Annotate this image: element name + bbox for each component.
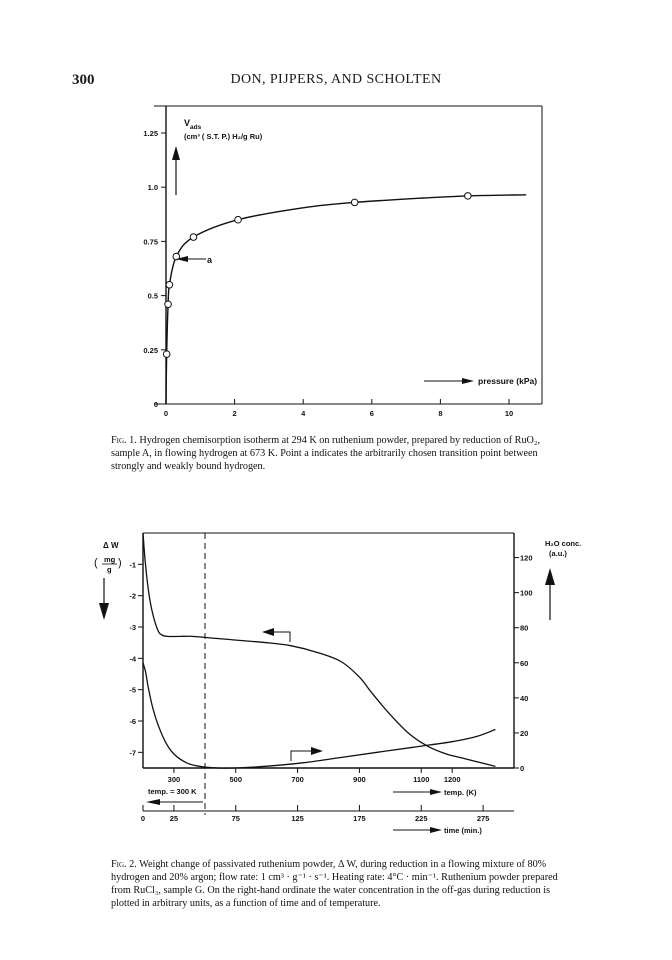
- fig1-x-label: pressure (kPa): [478, 376, 538, 386]
- fig2-left-tick-label: -3: [129, 623, 136, 632]
- fig2-time-tick-label: 75: [231, 814, 240, 823]
- fig2-temp-tick-label: 300: [167, 775, 181, 784]
- fig2-temp-note-arrow-icon: [146, 799, 160, 805]
- fig1-y-tick-label: 0.75: [143, 237, 158, 247]
- fig2-left-paren-close: ): [118, 557, 122, 569]
- fig1-y-units: (cm³ ( S.T. P.) H₂/g Ru): [184, 132, 263, 141]
- fig2-right-axis-label: H₂O conc.: [545, 539, 582, 548]
- fig2-right-tick-label: 20: [520, 728, 529, 738]
- fig2-temp-right-arrow-icon: [430, 789, 442, 795]
- fig2-curves: [143, 533, 495, 768]
- fig1-x-tick-label: 10: [504, 409, 514, 418]
- fig2-left-tick-label: -4: [129, 654, 136, 664]
- fig2-temp-tick-label: 500: [229, 775, 243, 784]
- fig2-right-tick-label: 100: [520, 588, 533, 598]
- fig2-right-tick-label: 40: [520, 693, 529, 703]
- fig1-caption-text: Hydrogen chemisorption isotherm at 294 K on ruthenium powder, prepared by reduction of RuO₂, sample A, in flowing hydrogen at 673 K. Point a indicates the arbitrarily chosen transition point between strongly and weakly bound hydrogen.: [111, 435, 540, 472]
- fig2-left-axis-label: Δ W: [103, 541, 119, 550]
- fig2-right-axis-unit: (a.u.): [549, 549, 567, 558]
- fig2-time-tick-label: 25: [169, 814, 179, 823]
- fig2-time-tick-label: 275: [476, 814, 490, 823]
- fig2-down-arrow-icon: [99, 603, 109, 620]
- fig2-time-tick-label: 175: [353, 814, 366, 823]
- fig2-temp-axis-label: temp. (K): [444, 788, 477, 797]
- fig2-ticks: [129, 554, 532, 823]
- fig2-left-paren-open: (: [94, 557, 98, 569]
- fig1-y-tick-label: 0: [153, 400, 158, 409]
- fig1-x-tick-label: 0: [163, 409, 169, 418]
- fig2-up-arrow-icon: [545, 568, 555, 585]
- fig2-left-tick-label: -5: [129, 685, 136, 695]
- fig2-temp-tick-label: 1100: [413, 775, 430, 784]
- fig2-time-tick-label: 225: [414, 814, 428, 823]
- fig1-y-tick-label: 1.25: [143, 129, 158, 138]
- fig2-caption-label: Fig. 2.: [111, 859, 137, 870]
- fig2-temp-tick-label: 1200: [443, 775, 461, 784]
- fig2-left-tick-label: -7: [129, 748, 136, 758]
- fig2-left-tick-label: -1: [129, 560, 136, 570]
- fig2-time-axis-label: time (min.): [444, 826, 482, 835]
- fig1-y-label-sub: ads: [190, 124, 202, 131]
- fig1-y-tick-label: 0.5: [147, 291, 158, 301]
- fig2-time-tick-label: 0: [140, 814, 146, 823]
- fig2-weight-left-arrow-icon: [262, 628, 274, 636]
- fig1-caption-label: Fig. 1.: [111, 435, 137, 446]
- fig2-left-tick-label: -6: [129, 717, 136, 726]
- fig1-x-tick-label: 2: [232, 409, 237, 418]
- fig2-right-tick-label: 80: [520, 623, 529, 633]
- fig2-right-tick-label: 0: [520, 764, 525, 773]
- fig2-right-tick-label: 120: [520, 553, 533, 563]
- fig1-y-tick-label: 0.25: [143, 345, 158, 355]
- fig1-x-tick-label: 6: [369, 409, 374, 418]
- fig2-time-right-arrow-icon: [430, 827, 442, 833]
- fig2-left-unit-den: g: [107, 565, 112, 574]
- fig2-temp-tick-label: 700: [291, 775, 304, 784]
- fig1-point-a-label: a: [207, 255, 213, 265]
- fig2-left-tick-label: -2: [129, 591, 136, 601]
- fig2-caption-text: Weight change of passivated ruthenium powder, Δ W, during reduction in a flowing mixture of 80% hydrogen and 20% argon; flow rate: 1 cm³ · g⁻¹ · s⁻¹. Heating rate: 4°C · min⁻¹. Ruthenium powder prepared from RuCl₃, sample G. On the right-hand ordinate the water concentration in the off-gas during reduction is plotted in arbitrary units, as a function of time and of temperature.: [111, 859, 558, 909]
- fig2-weight-line: [143, 533, 495, 766]
- fig1-y-label-main: V: [184, 118, 191, 128]
- fig2-time-tick-label: 125: [291, 814, 304, 823]
- fig1-x-tick-label: 4: [301, 409, 306, 418]
- fig2-temp-note: temp. = 300 K: [148, 787, 197, 796]
- fig2-temp-tick-label: 900: [353, 775, 366, 784]
- fig1-x-tick-label: 8: [438, 409, 443, 418]
- figure-2-caption: [111, 858, 563, 910]
- fig2-left-unit-num: mg: [104, 555, 116, 564]
- fig1-y-tick-label: 1.0: [147, 183, 158, 193]
- page-number: 300: [72, 72, 95, 88]
- fig2-right-tick-label: 60: [520, 658, 529, 668]
- fig2-h2o-right-arrow-icon: [311, 747, 323, 755]
- running-head: DON, PIJPERS, AND SCHOLTEN: [230, 72, 442, 87]
- fig2-h2o-curve-flag: [291, 751, 312, 761]
